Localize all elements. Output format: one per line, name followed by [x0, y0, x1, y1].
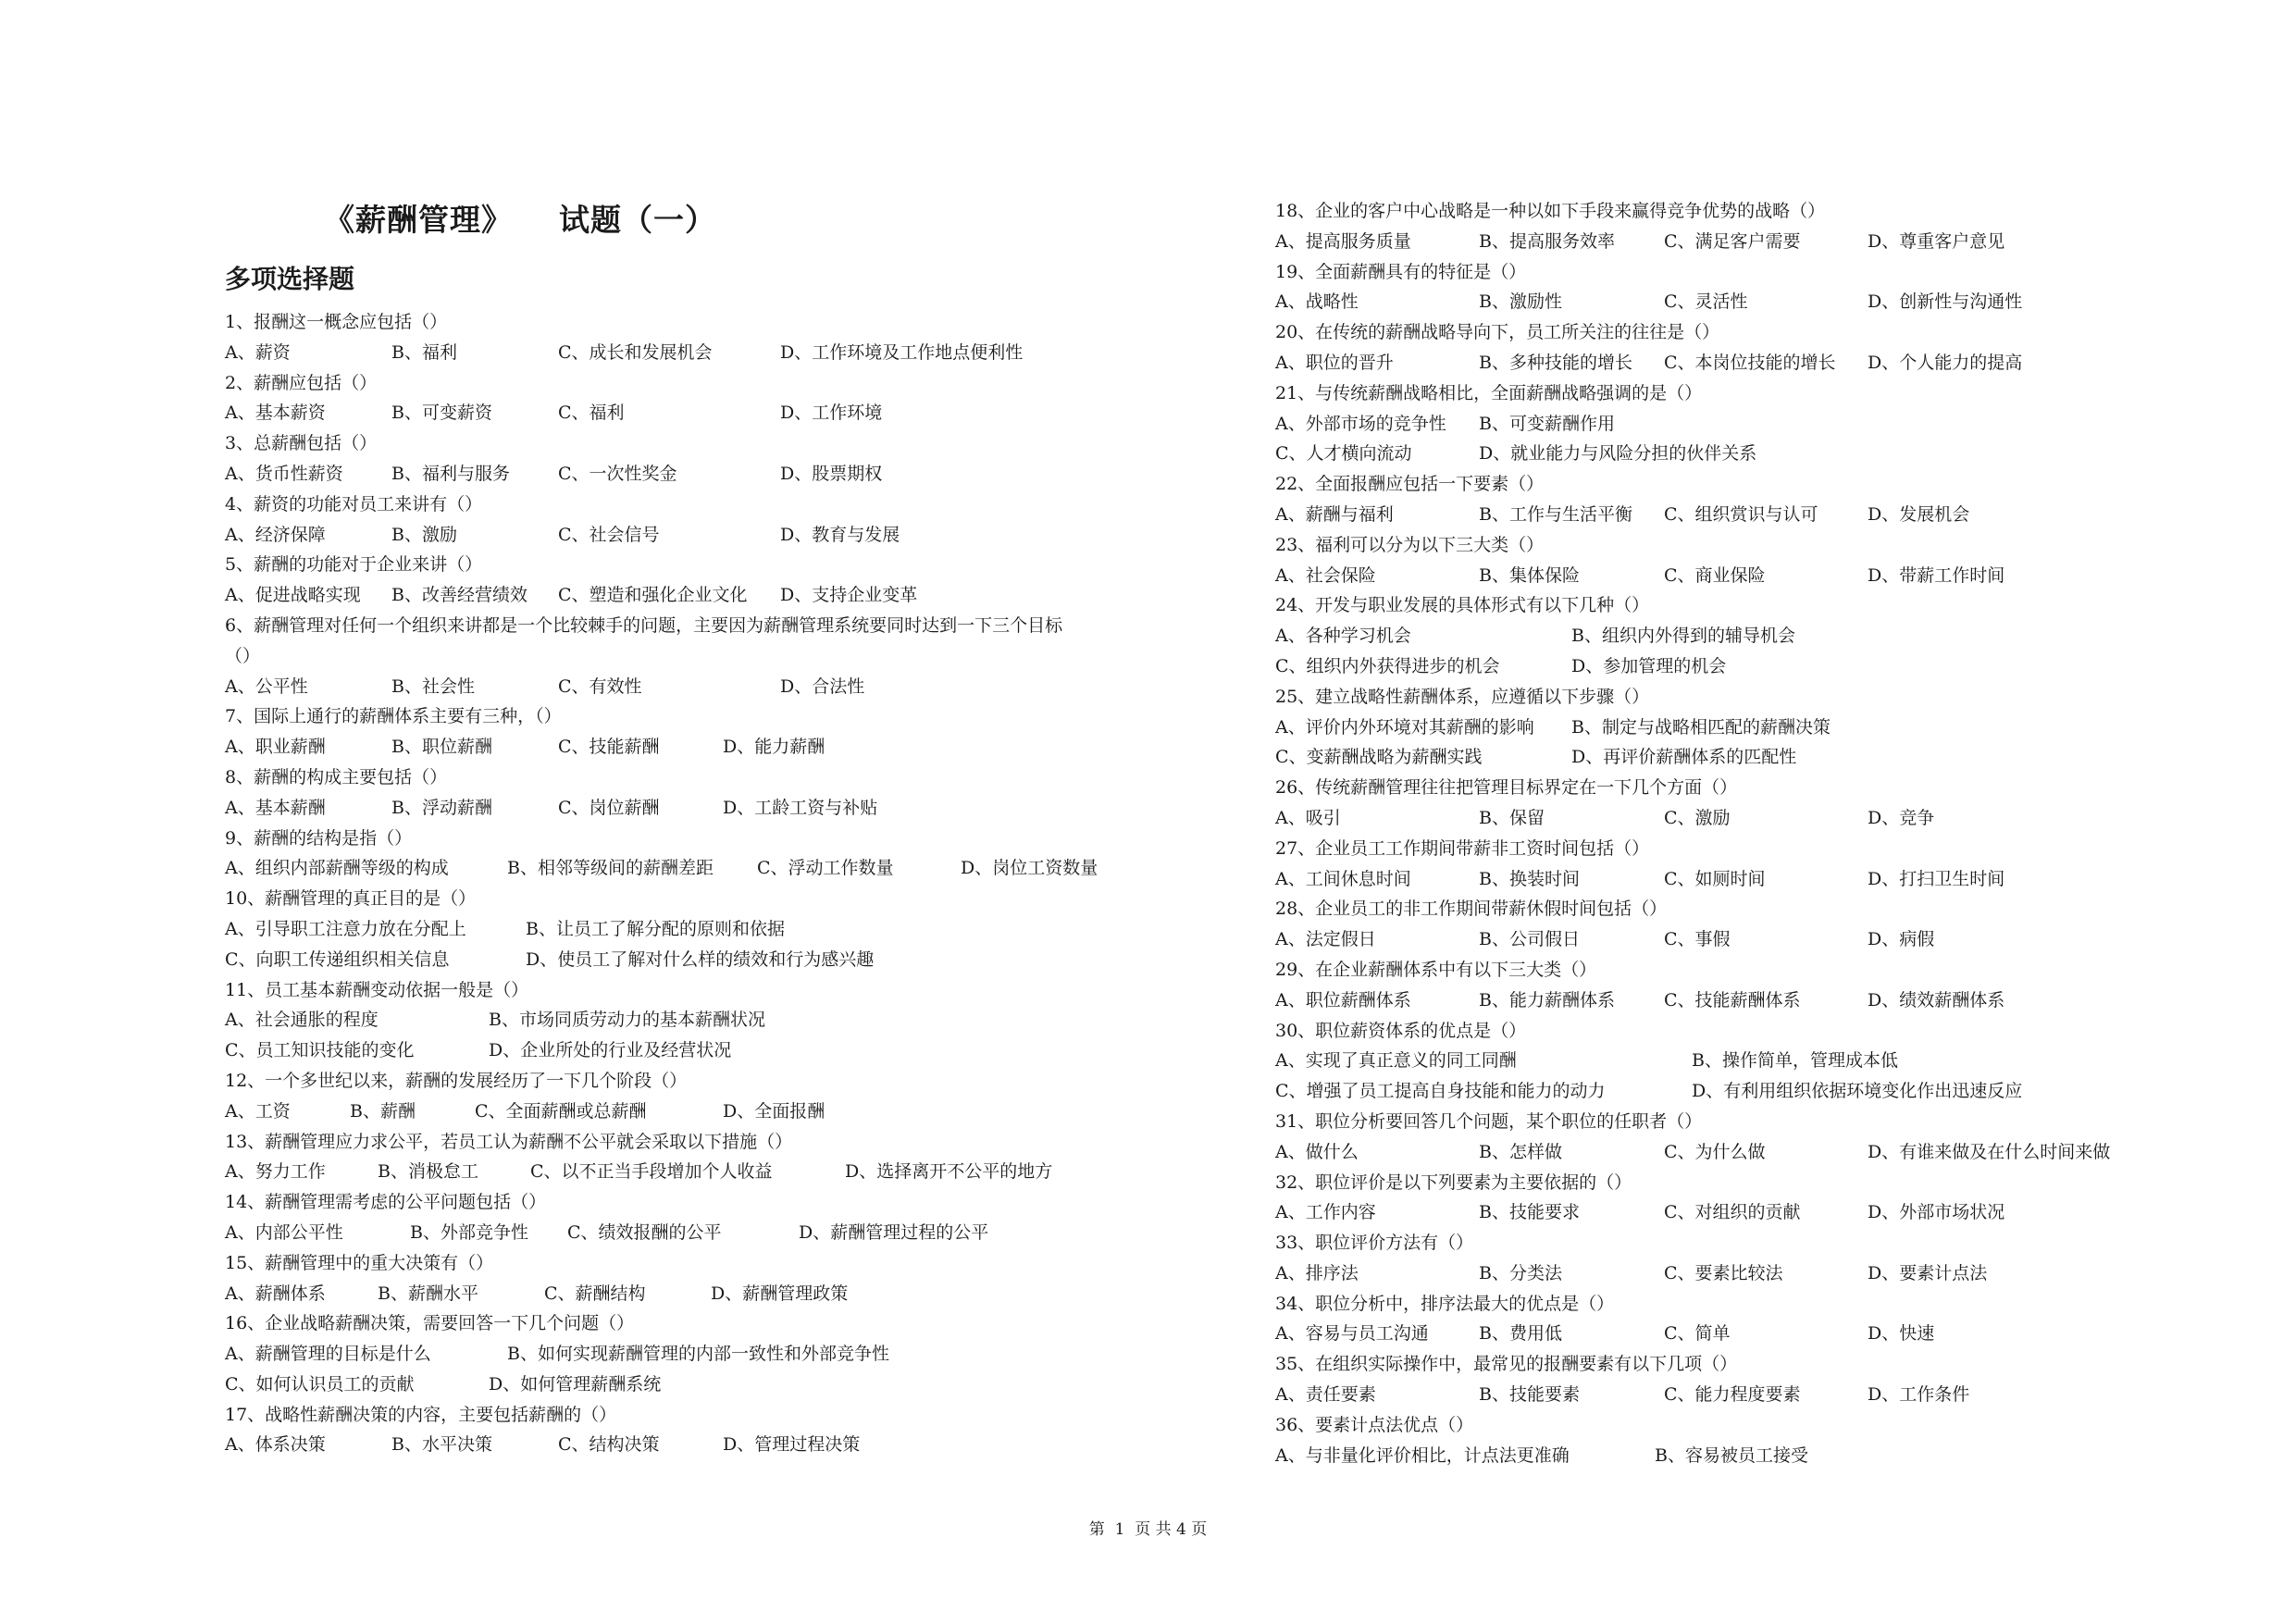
answer-options-row — [225, 1157, 1187, 1187]
answer-option: B、操作简单，管理成本低 — [1692, 1050, 1898, 1072]
answer-option: B、水平决策 — [391, 1434, 492, 1456]
answer-option: A、排序法 — [1275, 1262, 1359, 1283]
answer-option: A、吸引 — [1275, 807, 1341, 828]
answer-option: C、福利 — [558, 403, 625, 424]
answer-option: B、社会性 — [391, 676, 475, 697]
answer-option: C、有效性 — [558, 676, 642, 697]
answer-option: B、如何实现薪酬管理的内部一致性和外部竞争性 — [507, 1344, 889, 1365]
answer-option: A、公平性 — [225, 676, 308, 697]
answer-options-row — [225, 1279, 1187, 1309]
question-text: 27、企业员工工作期间带薪非工资时间包括（） — [1275, 837, 1650, 859]
question-text: 15、薪酬管理中的重大决策有（） — [225, 1252, 494, 1273]
answer-option: C、员工知识技能的变化 — [225, 1040, 415, 1061]
answer-option: D、管理过程决策 — [723, 1434, 861, 1456]
answer-option: B、福利 — [391, 341, 457, 363]
answer-option: A、职位薪酬体系 — [1275, 989, 1411, 1010]
answer-option: B、浮动薪酬 — [391, 797, 492, 818]
answer-options-row — [1275, 287, 2247, 317]
answer-option: A、体系决策 — [225, 1434, 326, 1456]
answer-options-row — [1275, 1258, 2247, 1289]
answer-option: D、病假 — [1868, 929, 1935, 950]
answer-option: A、工资 — [225, 1100, 291, 1122]
answer-options-row — [1275, 227, 2247, 257]
answer-option: C、组织内外获得进步的机会 — [1275, 655, 1500, 676]
answer-option: C、岗位薪酬 — [558, 797, 660, 818]
answer-option: C、组织赏识与认可 — [1664, 503, 1818, 525]
question-text: 12、一个多世纪以来，薪酬的发展经历了一下几个阶段（） — [225, 1070, 688, 1091]
answer-options-row — [225, 732, 1187, 762]
answer-option: A、经济保障 — [225, 524, 326, 545]
answer-option: B、换装时间 — [1479, 868, 1580, 889]
question-text: 19、全面薪酬具有的特征是（） — [1275, 261, 1527, 282]
answer-option: C、社会信号 — [558, 524, 660, 545]
answer-option: A、工间休息时间 — [1275, 868, 1411, 889]
answer-option: B、提高服务效率 — [1479, 230, 1615, 252]
answer-option: A、工作内容 — [1275, 1202, 1376, 1223]
question-text: 36、要素计点法优点（） — [1275, 1414, 1474, 1435]
answer-options-row — [225, 853, 1187, 884]
question-text: 17、战略性薪酬决策的内容，主要包括薪酬的（） — [225, 1404, 617, 1425]
answer-option: C、人才横向流动 — [1275, 443, 1412, 465]
answer-option: C、塑造和强化企业文化 — [558, 585, 748, 606]
answer-options-row — [1275, 348, 2247, 378]
answer-option: C、简单 — [1664, 1323, 1731, 1345]
answer-option: A、社会保险 — [1275, 564, 1376, 586]
question-text: 10、薪酬管理的真正目的是（） — [225, 888, 477, 910]
answer-option: C、变薪酬战略为薪酬实践 — [1275, 747, 1483, 768]
answer-option: A、职业薪酬 — [225, 737, 326, 758]
question-text: 24、开发与职业发展的具体形式有以下几种（） — [1275, 595, 1650, 616]
section-heading: 多项选择题 — [225, 264, 355, 294]
question-text: 1、报酬这一概念应包括（） — [225, 312, 448, 332]
answer-options-row — [225, 914, 1187, 945]
question-text: 18、企业的客户中心战略是一种以如下手段来赢得竞争优势的战略（） — [1275, 201, 1826, 221]
question-text: 7、国际上通行的薪酬体系主要有三种，（） — [225, 706, 562, 727]
answer-option: A、职位的晋升 — [1275, 352, 1394, 373]
answer-option: D、能力薪酬 — [723, 737, 825, 758]
answer-option: B、公司假日 — [1479, 929, 1580, 950]
answer-options-row — [225, 398, 1187, 428]
answer-options-row — [225, 1218, 1187, 1248]
answer-options-row — [1275, 1046, 2247, 1076]
answer-option: C、绩效报酬的公平 — [567, 1221, 722, 1243]
answer-option: C、激励 — [1664, 807, 1731, 828]
answer-option: D、支持企业变革 — [780, 585, 918, 606]
answer-option: D、薪酬管理政策 — [711, 1283, 849, 1304]
question-text: 3、总薪酬包括（） — [225, 433, 378, 454]
left-column — [225, 307, 1187, 1460]
answer-option: A、内部公平性 — [225, 1221, 343, 1243]
answer-option: B、容易被员工接受 — [1655, 1444, 1808, 1466]
answer-options-row — [225, 1339, 1187, 1370]
answer-option: B、制定与战略相匹配的薪酬决策 — [1571, 716, 1831, 738]
answer-option: B、可变薪酬作用 — [1479, 413, 1615, 434]
answer-option: D、打扫卫生时间 — [1868, 868, 2005, 889]
question-text: 9、薪酬的结构是指（） — [225, 827, 413, 849]
answer-option: B、福利与服务 — [391, 463, 510, 484]
answer-option: A、货币性薪资 — [225, 463, 343, 484]
answer-option: D、再评价薪酬体系的匹配性 — [1571, 747, 1797, 768]
question-text: 4、薪资的功能对员工来讲有（） — [225, 493, 483, 514]
answer-option: A、提高服务质量 — [1275, 230, 1411, 252]
answer-options-row — [1275, 986, 2247, 1016]
answer-option: B、组织内外得到的辅导机会 — [1571, 626, 1795, 647]
question-text: 11、员工基本薪酬变动依据一般是（） — [225, 979, 529, 1000]
question-text: 30、职位薪资体系的优点是（） — [1275, 1020, 1527, 1041]
answer-option: B、职位薪酬 — [391, 737, 492, 758]
page-footer: 第 1 页 共 4 页 — [1088, 1520, 1208, 1539]
answer-option: C、以不正当手段增加个人收益 — [530, 1161, 773, 1183]
question-text: 14、薪酬管理需考虑的公平问题包括（） — [225, 1192, 547, 1213]
answer-options-row — [1275, 561, 2247, 591]
answer-options-row — [225, 459, 1187, 490]
answer-option: A、社会通胀的程度 — [225, 1010, 379, 1031]
answer-option: C、结构决策 — [558, 1434, 660, 1456]
answer-option: D、有利用组织依据环境变化作出迅速反应 — [1692, 1081, 2023, 1102]
answer-options-row — [225, 1035, 1187, 1066]
answer-options-row — [225, 672, 1187, 702]
answer-option: A、薪酬与福利 — [1275, 503, 1394, 525]
answer-option: C、本岗位技能的增长 — [1664, 352, 1836, 373]
answer-options-row — [225, 1370, 1187, 1400]
answer-options-row — [1275, 1441, 2247, 1471]
answer-options-row — [225, 1430, 1187, 1460]
question-text: 33、职位评价方法有（） — [1275, 1233, 1474, 1254]
question-text: 6、薪酬管理对任何一个组织来讲都是一个比较棘手的问题，主要因为薪酬管理系统要同时达到一下三个目标 — [225, 614, 1063, 636]
answer-option: B、费用低 — [1479, 1323, 1562, 1345]
question-text: 29、在企业薪酬体系中有以下三大类（） — [1275, 959, 1597, 980]
answer-option: A、做什么 — [1275, 1141, 1359, 1162]
question-text: 16、企业战略薪酬决策，需要回答一下几个问题（） — [225, 1313, 635, 1334]
answer-option: A、努力工作 — [225, 1161, 326, 1183]
answer-option: C、成长和发展机会 — [558, 341, 713, 363]
answer-option: A、实现了真正意义的同工同酬 — [1275, 1050, 1517, 1072]
answer-option: D、选择离开不公平的地方 — [845, 1161, 1053, 1183]
answer-option: A、评价内外环境对其薪酬的影响 — [1275, 716, 1534, 738]
answer-option: B、可变薪资 — [391, 403, 492, 424]
answer-option: B、工作与生活平衡 — [1479, 503, 1632, 525]
answer-options-row — [225, 1005, 1187, 1035]
question-text: 32、职位评价是以下列要素为主要依据的（） — [1275, 1172, 1632, 1193]
answer-option: A、与非量化评价相比，计点法更准确 — [1275, 1444, 1570, 1466]
answer-option: D、工作环境 — [780, 403, 883, 424]
answer-options-row — [225, 338, 1187, 368]
answer-option: D、尊重客户意见 — [1868, 230, 2005, 252]
question-text: 5、薪酬的功能对于企业来讲（） — [225, 554, 483, 576]
answer-option: A、促进战略实现 — [225, 585, 361, 606]
answer-option: C、如何认识员工的贡献 — [225, 1373, 415, 1395]
answer-options-row — [1275, 1076, 2247, 1107]
answer-options-row — [1275, 439, 2247, 469]
question-text: 20、在传统的薪酬战略导向下，员工所关注的往往是（） — [1275, 322, 1720, 343]
question-text: 22、全面报酬应包括一下要素（） — [1275, 474, 1545, 495]
answer-options-row — [1275, 713, 2247, 743]
question-text: 23、福利可以分为以下三大类（） — [1275, 534, 1545, 555]
answer-option: D、创新性与沟通性 — [1868, 291, 2023, 313]
answer-option: D、如何管理薪酬系统 — [489, 1373, 662, 1395]
question-text: 28、企业员工的非工作期间带薪休假时间包括（） — [1275, 899, 1668, 920]
answer-option: D、发展机会 — [1868, 503, 1970, 525]
answer-option: C、增强了员工提高自身技能和能力的动力 — [1275, 1081, 1606, 1102]
answer-option: D、薪酬管理过程的公平 — [799, 1221, 989, 1243]
answer-option: A、战略性 — [1275, 291, 1359, 313]
answer-options-row — [225, 520, 1187, 551]
answer-option: D、企业所处的行业及经营状况 — [489, 1040, 732, 1061]
answer-options-row — [1275, 924, 2247, 955]
question-text: 26、传统薪酬管理往往把管理目标界定在一下几个方面（） — [1275, 777, 1738, 799]
answer-options-row — [1275, 1380, 2247, 1410]
answer-option: B、集体保险 — [1479, 564, 1580, 586]
answer-options-row — [225, 1097, 1187, 1127]
answer-option: A、组织内部薪酬等级的构成 — [225, 858, 449, 879]
answer-option: D、就业能力与风险分担的伙伴关系 — [1479, 443, 1757, 465]
answer-option: C、为什么做 — [1664, 1141, 1766, 1162]
answer-option: B、外部竞争性 — [410, 1221, 528, 1243]
answer-option: D、个人能力的提高 — [1868, 352, 2023, 373]
answer-option: B、多种技能的增长 — [1479, 352, 1632, 373]
answer-option: D、有谁来做及在什么时间来做 — [1868, 1141, 2111, 1162]
answer-option: D、快速 — [1868, 1323, 1935, 1345]
answer-options-row — [1275, 651, 2247, 682]
question-text: 8、薪酬的构成主要包括（） — [225, 766, 448, 787]
answer-option: D、合法性 — [780, 676, 865, 697]
answer-option: C、一次性奖金 — [558, 463, 677, 484]
answer-option: D、教育与发展 — [780, 524, 900, 545]
answer-option: C、技能薪酬 — [558, 737, 660, 758]
question-text: 35、在组织实际操作中，最常见的报酬要素有以下几项（） — [1275, 1354, 1738, 1375]
answer-option: B、薪酬水平 — [378, 1283, 478, 1304]
answer-option: D、使员工了解对什么样的绩效和行为感兴趣 — [526, 948, 875, 970]
answer-option: C、事假 — [1664, 929, 1731, 950]
answer-options-row — [225, 793, 1187, 824]
answer-option: A、容易与员工沟通 — [1275, 1323, 1429, 1345]
answer-option: D、外部市场状况 — [1868, 1202, 2005, 1223]
answer-option: A、基本薪酬 — [225, 797, 326, 818]
question-text: 2、薪酬应包括（） — [225, 372, 378, 393]
answer-option: C、向职工传递组织相关信息 — [225, 948, 450, 970]
answer-option: D、绩效薪酬体系 — [1868, 989, 2005, 1010]
answer-option: B、激励 — [391, 524, 457, 545]
right-column — [1275, 196, 2247, 1470]
answer-option: A、基本薪资 — [225, 403, 326, 424]
answer-option: B、保留 — [1479, 807, 1545, 828]
answer-option: A、责任要素 — [1275, 1384, 1376, 1406]
question-text: （） — [225, 645, 261, 666]
answer-option: C、全面薪酬或总薪酬 — [475, 1100, 647, 1122]
answer-option: A、薪资 — [225, 341, 291, 363]
answer-option: B、薪酬 — [350, 1100, 416, 1122]
answer-option: C、如厕时间 — [1664, 868, 1766, 889]
answer-option: B、技能要素 — [1479, 1384, 1580, 1406]
answer-option: C、要素比较法 — [1664, 1262, 1783, 1283]
answer-option: D、股票期权 — [780, 463, 883, 484]
answer-option: C、灵活性 — [1664, 291, 1748, 313]
answer-option: D、带薪工作时间 — [1868, 564, 2005, 586]
answer-option: C、商业保险 — [1664, 564, 1766, 586]
question-text: 31、职位分析要回答几个问题，某个职位的任职者（） — [1275, 1110, 1703, 1132]
exam-title: 《薪酬管理》 试题（一） — [324, 202, 716, 238]
answer-option: B、让员工了解分配的原则和依据 — [526, 918, 785, 939]
answer-option: D、工龄工资与补贴 — [723, 797, 878, 818]
answer-option: C、能力程度要素 — [1664, 1384, 1801, 1406]
answer-option: A、薪酬管理的目标是什么 — [225, 1344, 431, 1365]
answer-option: C、技能薪酬体系 — [1664, 989, 1801, 1010]
answer-option: A、各种学习机会 — [1275, 626, 1411, 647]
answer-option: B、怎样做 — [1479, 1141, 1562, 1162]
answer-option: D、工作环境及工作地点便利性 — [780, 341, 1024, 363]
answer-options-row — [1275, 1137, 2247, 1168]
answer-option: C、对组织的贡献 — [1664, 1202, 1801, 1223]
answer-options-row — [1275, 1319, 2247, 1349]
question-text: 25、建立战略性薪酬体系，应遵循以下步骤（） — [1275, 686, 1650, 707]
answer-option: B、分类法 — [1479, 1262, 1562, 1283]
answer-option: B、改善经营绩效 — [391, 585, 527, 606]
answer-option: A、薪酬体系 — [225, 1283, 326, 1304]
answer-option: B、技能要求 — [1479, 1202, 1580, 1223]
answer-options-row — [1275, 742, 2247, 773]
answer-option: D、竞争 — [1868, 807, 1935, 828]
question-text: 13、薪酬管理应力求公平，若员工认为薪酬不公平就会采取以下措施（） — [225, 1131, 793, 1152]
answer-option: B、消极怠工 — [378, 1161, 478, 1183]
answer-option: B、相邻等级间的薪酬差距 — [507, 858, 714, 879]
answer-options-row — [225, 945, 1187, 975]
answer-option: C、薪酬结构 — [544, 1283, 646, 1304]
answer-options-row — [1275, 500, 2247, 530]
answer-options-row — [1275, 1197, 2247, 1228]
answer-options-row — [1275, 621, 2247, 651]
answer-options-row — [1275, 803, 2247, 834]
answer-option: B、激励性 — [1479, 291, 1562, 313]
question-text: 21、与传统薪酬战略相比，全面薪酬战略强调的是（） — [1275, 382, 1703, 403]
answer-option: C、浮动工作数量 — [757, 858, 894, 879]
answer-option: C、满足客户需要 — [1664, 230, 1801, 252]
answer-option: B、市场同质劳动力的基本薪酬状况 — [489, 1010, 765, 1031]
answer-option: D、要素计点法 — [1868, 1262, 1988, 1283]
answer-option: D、全面报酬 — [723, 1100, 825, 1122]
answer-options-row — [1275, 864, 2247, 895]
answer-option: D、工作条件 — [1868, 1384, 1970, 1406]
answer-option: A、外部市场的竞争性 — [1275, 413, 1446, 434]
answer-options-row — [1275, 409, 2247, 440]
answer-option: D、参加管理的机会 — [1571, 655, 1727, 676]
answer-options-row — [225, 580, 1187, 611]
answer-option: D、岗位工资数量 — [961, 858, 1098, 879]
answer-option: B、能力薪酬体系 — [1479, 989, 1615, 1010]
question-text: 34、职位分析中，排序法最大的优点是（） — [1275, 1293, 1615, 1314]
answer-option: A、引导职工注意力放在分配上 — [225, 918, 466, 939]
answer-option: A、法定假日 — [1275, 929, 1376, 950]
